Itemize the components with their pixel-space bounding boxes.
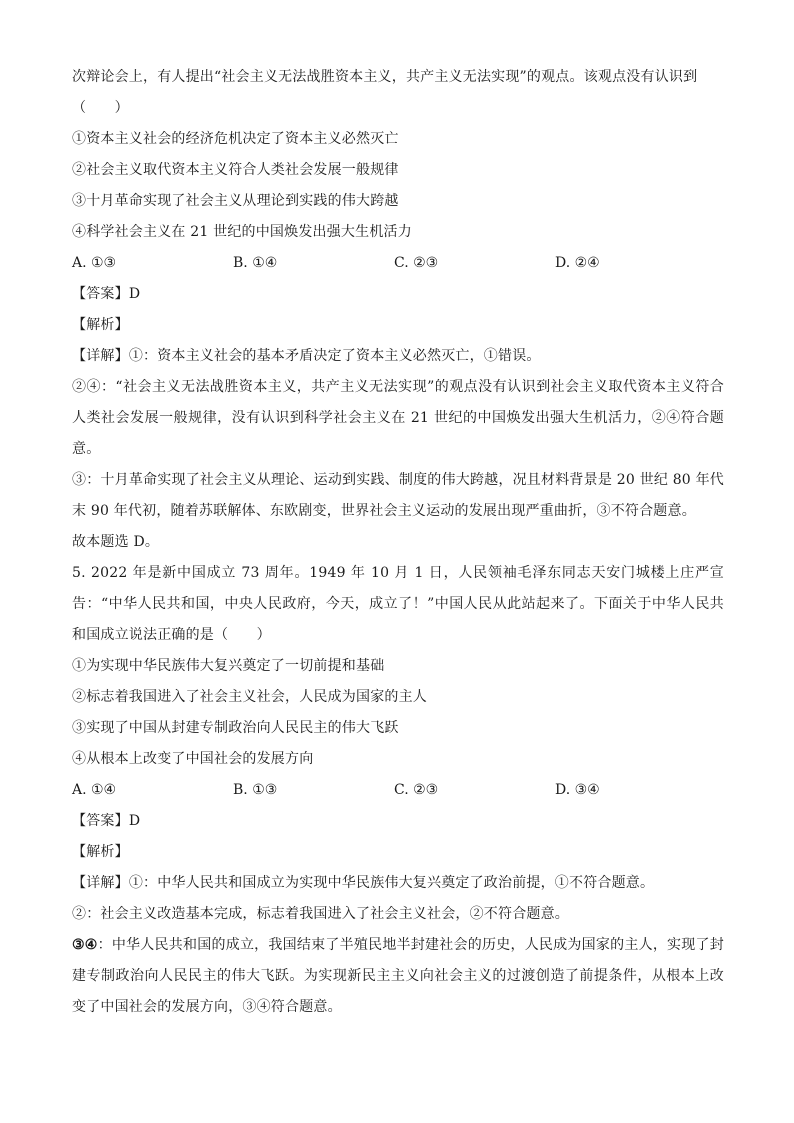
q4-detail-1 <box>72 341 724 372</box>
q4-detail-3: ③：十月革命实现了社会主义从理论、运动到实践、制度的伟大跨越，况且材料背景是 20 世纪 80 年代末 90 年代初，随着苏联解体、东欧剧变，世界社会主义运动的发展出现严重曲折，③不符合题意。 <box>72 472 724 519</box>
q4-conclusion: 故本题选 D。 <box>72 534 160 550</box>
q5-detail-1 <box>72 868 724 899</box>
q4-option-d: D. ②④ <box>555 255 600 271</box>
q4-option-c: C. ②③ <box>394 255 439 271</box>
q5-item-4: ④从根本上改变了中国社会的发展方向 <box>72 751 314 767</box>
q4-answer <box>72 279 724 310</box>
q5-option-c: C. ②③ <box>394 782 439 798</box>
q4-answer-tag: 【答案】 <box>72 286 129 302</box>
q4-stem-line2: （ ） <box>72 100 129 116</box>
q5-option-b: B. ①③ <box>233 782 278 798</box>
q5-item-2: ②标志着我国进入了社会主义社会，人民成为国家的主人 <box>72 689 427 705</box>
q5-detail-3-text: ：中华人民共和国的成立，我国结束了半殖民地半封建社会的历史，人民成为国家的主人，实现了封建专制政治向人民民主的伟大飞跃。为实现新民主主义向社会主义的过渡创造了前提条件，从根本上改变了中国社会的发展方向，③④符合题意。 <box>72 937 724 1015</box>
q4-detail-tag: 【详解】 <box>72 348 129 364</box>
q4-item-1: ①资本主义社会的经济危机决定了资本主义必然灭亡 <box>72 131 399 147</box>
q4-item-3: ③十月革命实现了社会主义从理论到实践的伟大跨越 <box>72 193 399 209</box>
q4-item-2: ②社会主义取代资本主义符合人类社会发展一般规律 <box>72 162 399 178</box>
q5-item-1: ①为实现中华民族伟大复兴奠定了一切前提和基础 <box>72 658 385 674</box>
q4-analysis-tag: 【解析】 <box>72 317 129 333</box>
q5-answer <box>72 806 724 837</box>
q5-detail-3-prefix: ③④ <box>72 937 98 953</box>
q4-option-b: B. ①④ <box>233 255 278 271</box>
q4-item-4: ④科学社会主义在 21 世纪的中国焕发出强大生机活力 <box>72 224 412 240</box>
q5-item-3: ③实现了中国从封建专制政治向人民民主的伟大飞跃 <box>72 720 399 736</box>
q5-analysis-tag: 【解析】 <box>72 844 129 860</box>
q4-options <box>72 248 724 279</box>
q4-detail-1-text: ①：资本主义社会的基本矛盾决定了资本主义必然灭亡，①错误。 <box>128 348 541 364</box>
document-page <box>72 62 724 1023</box>
q5-detail-3 <box>72 930 724 1023</box>
q4-option-a: A. ①③ <box>72 255 117 271</box>
q5-option-d: D. ③④ <box>555 782 600 798</box>
q4-detail-2: ②④：“社会主义无法战胜资本主义，共产主义无法实现”的观点没有认识到社会主义取代资本主义符合人类社会发展一般规律，没有认识到科学社会主义在 21 世纪的中国焕发出强大生机活力，②④符合题意。 <box>72 379 724 457</box>
q5-detail-2: ②：社会主义改造基本完成，标志着我国进入了社会主义社会，②不符合题意。 <box>72 906 569 922</box>
q5-option-a: A. ①④ <box>72 782 117 798</box>
q5-detail-tag: 【详解】 <box>72 875 129 891</box>
q4-answer-value: D <box>128 286 141 302</box>
q5-options <box>72 775 724 806</box>
q5-stem: 5. 2022 年是新中国成立 73 周年。1949 年 10 月 1 日，人民领袖毛泽东同志天安门城楼上庄严宣告：“中华人民共和国，中央人民政府，今天，成立了！”中国人民从此站起来了。下面关于中华人民共和国成立说法正确的是（ ） <box>72 565 724 643</box>
q5-detail-1-text: ①：中华人民共和国成立为实现中华民族伟大复兴奠定了政治前提，①不符合题意。 <box>128 875 655 891</box>
q5-answer-value: D <box>128 813 141 829</box>
q5-answer-tag: 【答案】 <box>72 813 129 829</box>
q4-stem-line1: 次辩论会上，有人提出“社会主义无法战胜资本主义，共产主义无法实现”的观点。该观点没有认识到 <box>72 69 698 85</box>
